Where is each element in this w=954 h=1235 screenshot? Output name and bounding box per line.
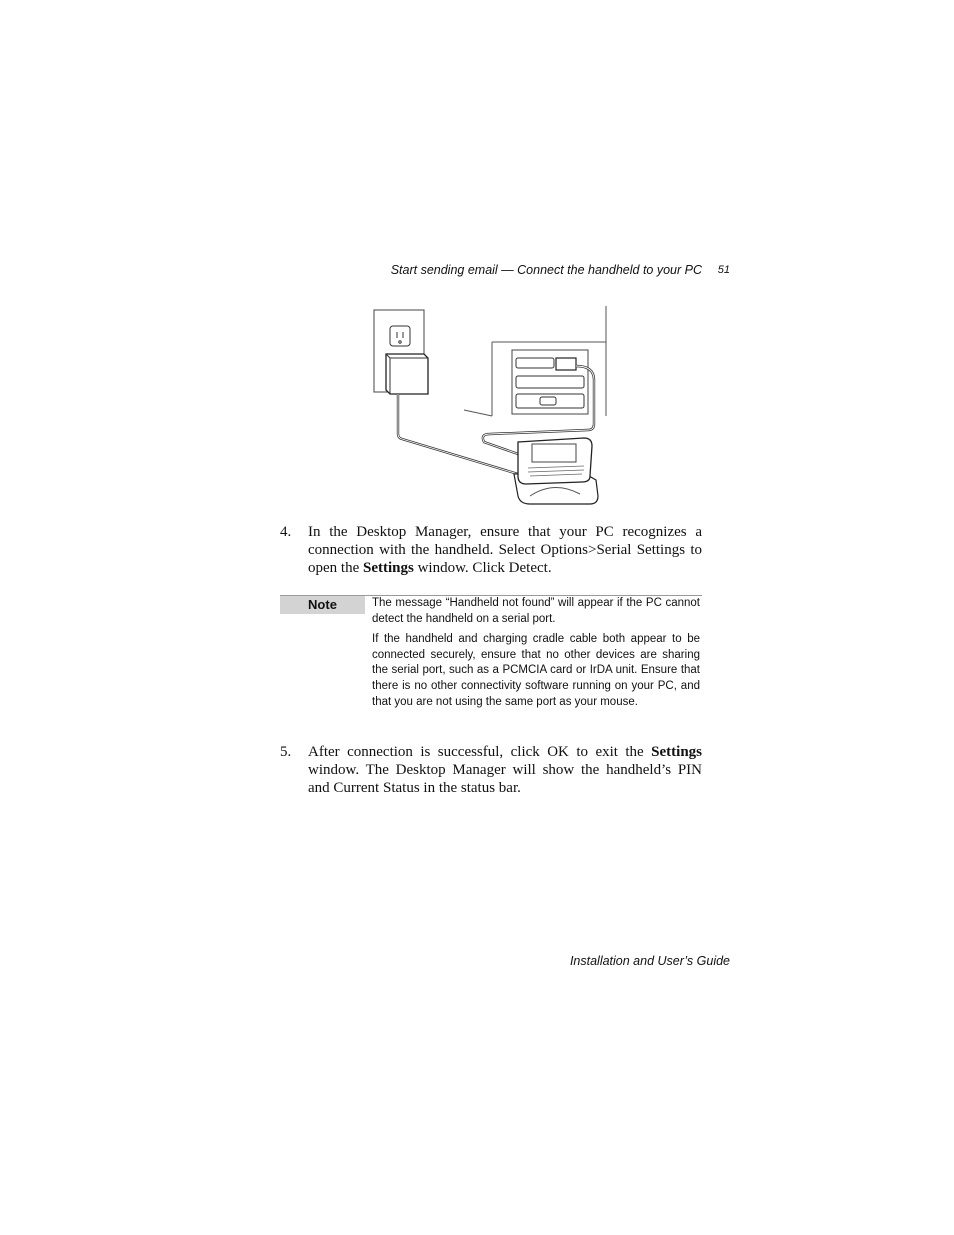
page-number: 51 (717, 264, 730, 276)
step-4-bold-settings: Settings (362, 560, 414, 576)
step-5 (280, 743, 702, 797)
connection-illustration (368, 304, 608, 512)
step-5-text-part: After connection is successful, click OK to exit the (308, 744, 652, 760)
step-4 (280, 523, 702, 577)
running-footer: Installation and User’s Guide (569, 954, 730, 968)
step-5-text-part: window. The Desktop Manager will show the handheld’s PIN and Current Status in the status bar. (308, 762, 702, 796)
note-body (372, 596, 700, 715)
note-paragraph: If the handheld and charging cradle cable both appear to be connected securely, ensure that no other devices are sharing the serial port, such as a PCMCIA card or IrDA unit. Ensure that there is no other connectivity software running on your PC, and that you are not using the same port as your mouse. (372, 633, 700, 708)
note-paragraph: The message “Handheld not found” will appear if the PC cannot detect the handheld on a serial port. (372, 597, 700, 625)
step-5-number: 5. (280, 744, 292, 760)
step-4-text-part: window. Click Detect. (413, 560, 552, 576)
step-4-number: 4. (280, 524, 292, 540)
serial-connector (556, 358, 576, 370)
note-label: Note (280, 596, 365, 614)
power-adapter (386, 354, 428, 394)
step-5-text (308, 743, 702, 797)
step-5-bold-settings: Settings (651, 744, 702, 760)
handheld-screen (532, 444, 576, 462)
header-title: Start sending email — Connect the handheld to your PC (390, 263, 702, 277)
step-4-text (308, 523, 702, 577)
serial-port (540, 397, 556, 405)
step-4-text-part: In the Desktop Manager, ensure that your PC recognizes a connection with the handheld. Select Options>Serial Settings to open the (308, 524, 702, 576)
